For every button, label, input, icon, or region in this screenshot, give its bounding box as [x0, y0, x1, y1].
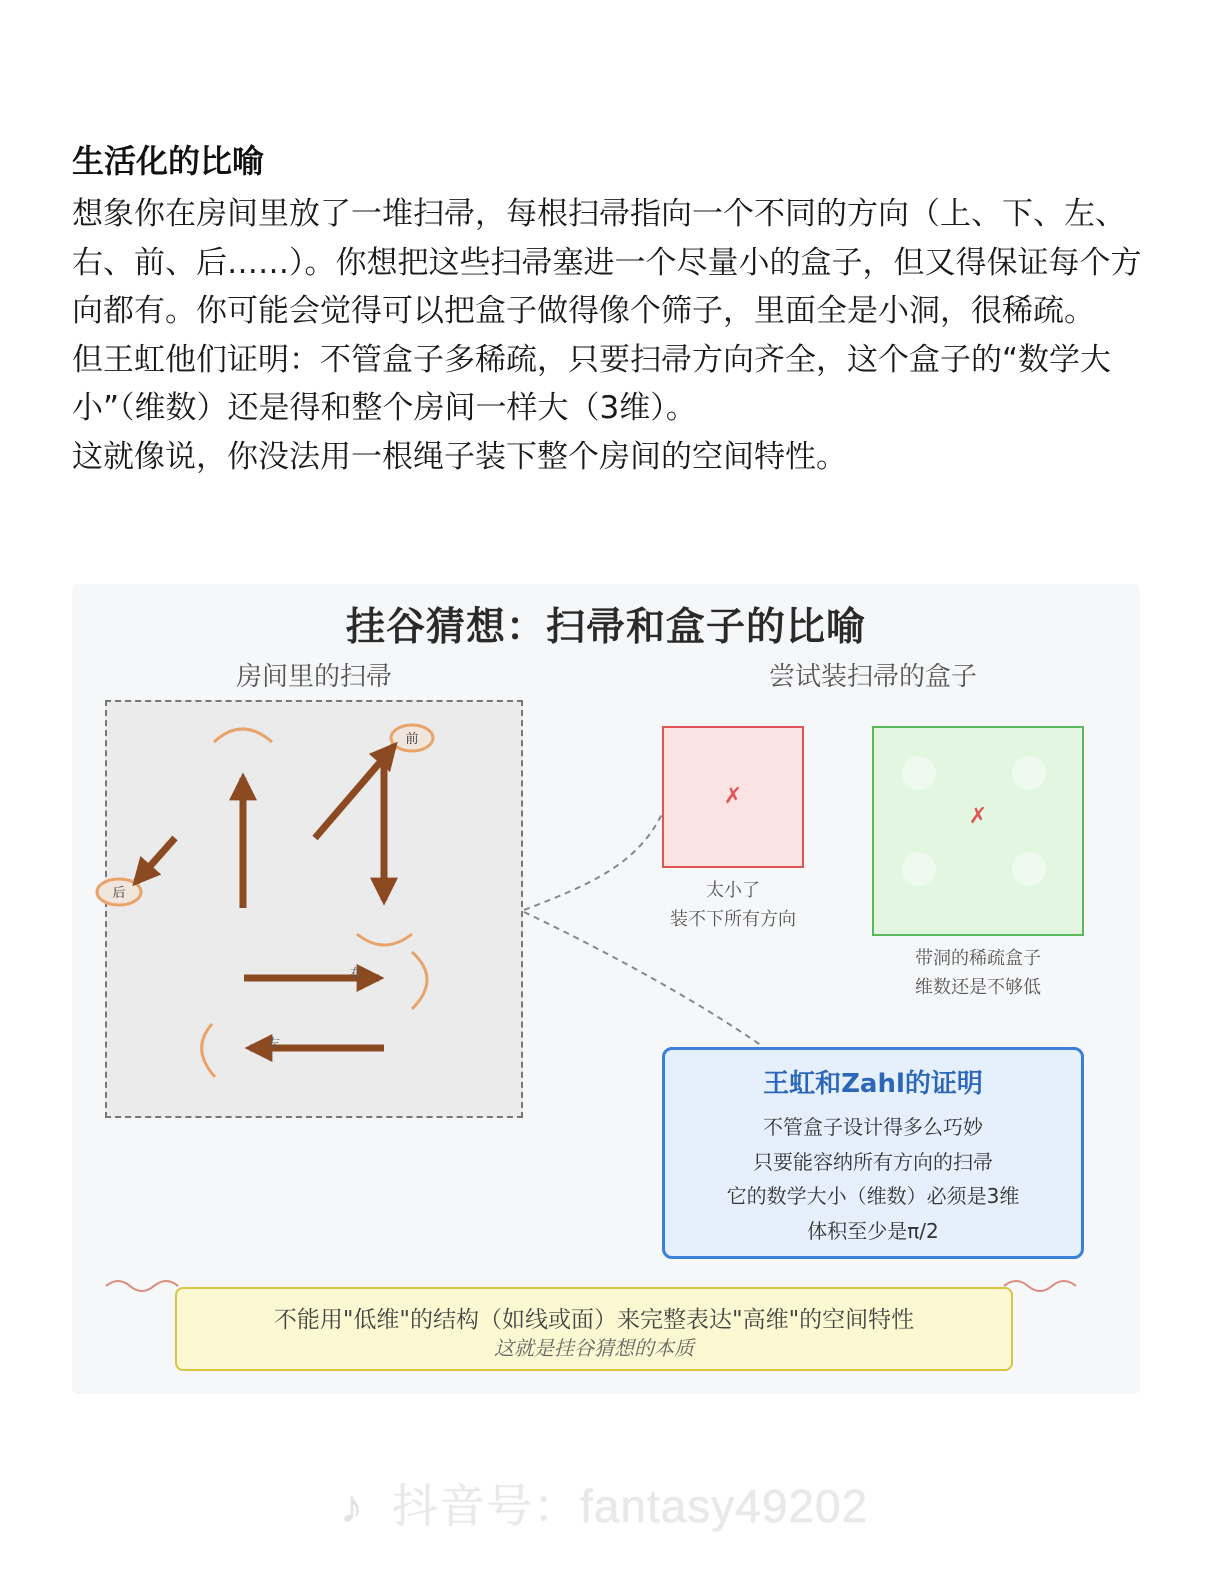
note-main: 不能用"低维"的结构（如线或面）来完整表达"高维"的空间特性: [273, 1307, 915, 1333]
proof-title: 王虹和Zahl的证明: [763, 1069, 983, 1099]
hole: [1012, 852, 1046, 886]
connector-line: [524, 814, 662, 910]
article-heading: 生活化的比喻: [72, 142, 265, 180]
article-paragraph-3: 这就像说，你没法用一根绳子装下整个房间的空间特性。: [72, 438, 847, 475]
small-box-mark: ✗: [723, 784, 743, 809]
direction-arc: [357, 934, 412, 945]
hole: [902, 852, 936, 886]
proof-line-2: 只要能容纳所有方向的扫帚: [753, 1149, 993, 1174]
article-paragraph-1: 想象你在房间里放了一堆扫帚，每根扫帚指向一个不同的方向（上、下、左、右、前、后……）。你想把这些扫帚塞进一个尽量小的盒子，但又得保证每个方向都有。你可能会觉得可以把盒子做得像个筛子，里面全是小洞，很稀疏。: [72, 196, 1142, 329]
sparse-box-mark: ✗: [968, 804, 988, 829]
direction-arc: [202, 1024, 215, 1077]
article-paragraph-2: 但王虹他们证明：不管盒子多稀疏，只要扫帚方向齐全，这个盒子的“数学大小”（维数）还是得和整个房间一样大（3维）。: [72, 341, 1112, 426]
hole: [1012, 756, 1046, 790]
small-box-caption-line-1: 太小了: [706, 880, 760, 901]
proof-line-1: 不管盒子设计得多么巧妙: [763, 1115, 983, 1139]
watermark: [340, 1470, 900, 1534]
label-right: 右: [349, 966, 363, 980]
proof-line-3: 它的数学大小（维数）必须是3维: [726, 1184, 1020, 1208]
kakeya-diagram: [72, 584, 1140, 1394]
sparse-box-caption-line-1: 带洞的稀疏盒子: [915, 948, 1041, 969]
direction-arc: [412, 952, 427, 1009]
boxes-title: 尝试装扫帚的盒子: [768, 662, 977, 692]
wave-decoration: [1004, 1281, 1076, 1291]
note-sub: 这就是挂谷猜想的本质: [494, 1336, 694, 1360]
watermark-text: 抖音号：fantasy49202: [392, 1480, 869, 1532]
proof-line-4: 体积至少是π/2: [807, 1218, 939, 1243]
small-box-caption-line-2: 装不下所有方向: [670, 909, 796, 930]
small-box-caption: [647, 876, 819, 934]
wave-decoration: [106, 1281, 178, 1291]
douyin-icon: ♪: [340, 1480, 364, 1532]
sparse-box: [872, 726, 1084, 936]
diagram-title: 挂谷猜想：扫帚和盒子的比喻: [345, 605, 866, 650]
hole: [902, 756, 936, 790]
direction-arc: [214, 729, 272, 742]
sparse-box-caption: [872, 944, 1084, 1002]
conclusion-note: [175, 1287, 1013, 1371]
sparse-box-caption-line-2: 维数还是不够低: [915, 977, 1041, 998]
room-title: 房间里的扫帚: [235, 662, 392, 692]
label-left: 左: [267, 1036, 281, 1050]
proof-box: [662, 1047, 1084, 1259]
article: [72, 138, 1152, 481]
small-box: [662, 726, 804, 868]
broom-back: [136, 838, 175, 882]
label-front: 前: [405, 732, 419, 747]
label-back: 后: [112, 886, 126, 901]
